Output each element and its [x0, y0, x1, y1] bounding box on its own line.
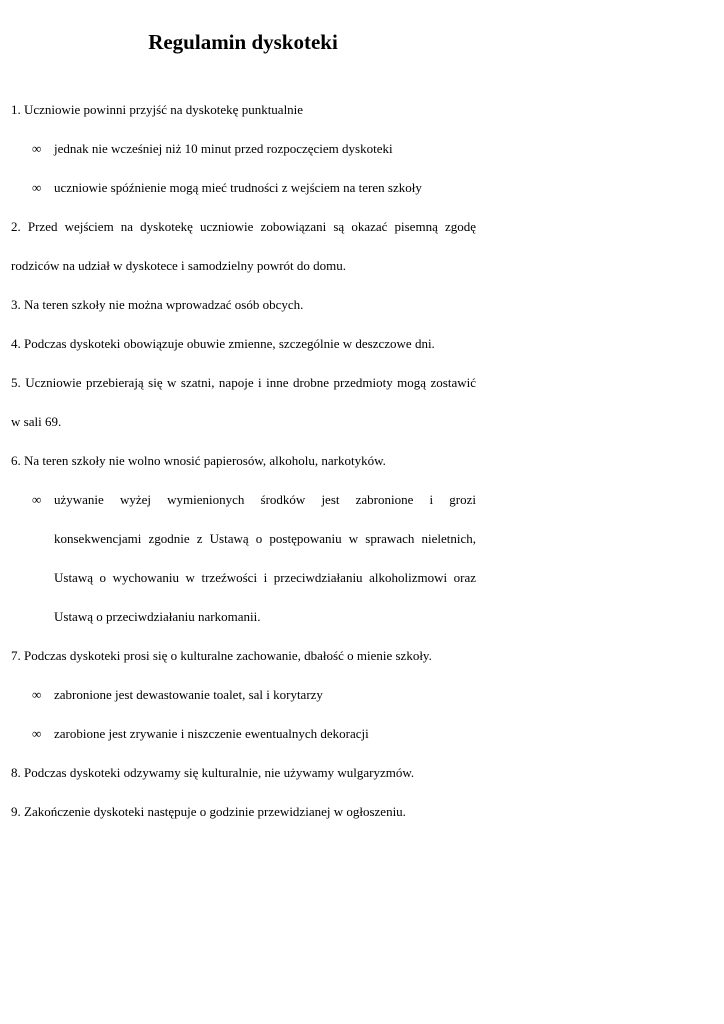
bullet-text: uczniowie spóźnienie mogą mieć trudności z wejściem na teren szkoły — [54, 180, 422, 195]
rule-7-bullet-1 — [11, 685, 476, 724]
rule-8: 8. Podczas dyskoteki odzywamy się kulturalnie, nie używamy wulgaryzmów. — [11, 765, 415, 780]
rule-1 — [11, 100, 476, 139]
page-title: Regulamin dyskoteki — [148, 30, 338, 54]
rule-4: 4. Podczas dyskoteki obowiązuje obuwie zmienne, szczególnie w deszczowe dni. — [11, 336, 435, 351]
rule-6-bullet-1-line-1 — [11, 490, 476, 529]
bullet-text: używanie wyżej wymienionych środków jest zabronione i grozi — [54, 492, 476, 507]
bullet-text: konsekwencjami zgodnie z Ustawą o postępowaniu w sprawach nieletnich, — [54, 531, 476, 546]
bullet-text: jednak nie wcześniej niż 10 minut przed rozpoczęciem dyskoteki — [54, 141, 393, 156]
rule-7-bullet-2 — [11, 724, 476, 763]
rule-6: 6. Na teren szkoły nie wolno wnosić papierosów, alkoholu, narkotyków. — [11, 453, 386, 468]
bullet-text: zarobione jest zrywanie i niszczenie ewentualnych dekoracji — [54, 726, 369, 741]
rule-2-line-1: 2. Przed wejściem na dyskotekę uczniowie zobowiązani są okazać pisemną zgodę — [11, 219, 476, 234]
rule-6-bullet-1-line-4 — [11, 607, 476, 646]
rule-6-bullet-1-line-3 — [11, 568, 476, 607]
bullet-icon: ∞ — [32, 180, 42, 195]
bullet-text: Ustawą o przeciwdziałaniu narkomanii. — [54, 609, 261, 624]
rule-2-line-2: rodziców na udział w dyskotece i samodzielny powrót do domu. — [11, 258, 347, 273]
rule-1-bullet-2 — [11, 178, 476, 217]
rule-1-bullet-1 — [11, 139, 476, 178]
rule-6-bullet-1-line-2 — [11, 529, 476, 568]
bullet-icon: ∞ — [32, 141, 42, 156]
rule-text: 1. Uczniowie powinni przyjść na dyskotekę punktualnie — [11, 102, 304, 117]
rule-5-line-2: w sali 69. — [11, 414, 62, 429]
bullet-text: zabronione jest dewastowanie toalet, sal i korytarzy — [54, 687, 323, 702]
bullet-text: Ustawą o wychowaniu w trzeźwości i przeciwdziałaniu alkoholizmowi oraz — [54, 570, 476, 585]
rule-3: 3. Na teren szkoły nie można wprowadzać osób obcych. — [11, 297, 304, 312]
bullet-icon: ∞ — [32, 492, 42, 507]
bullet-icon: ∞ — [32, 726, 42, 741]
rule-7: 7. Podczas dyskoteki prosi się o kulturalne zachowanie, dbałość o mienie szkoły. — [11, 648, 432, 663]
document-body — [11, 100, 476, 841]
rule-5-line-1: 5. Uczniowie przebierają się w szatni, napoje i inne drobne przedmioty mogą zostawić — [11, 375, 476, 390]
rule-9: 9. Zakończenie dyskoteki następuje o godzinie przewidzianej w ogłoszeniu. — [11, 804, 406, 819]
bullet-icon: ∞ — [32, 687, 42, 702]
